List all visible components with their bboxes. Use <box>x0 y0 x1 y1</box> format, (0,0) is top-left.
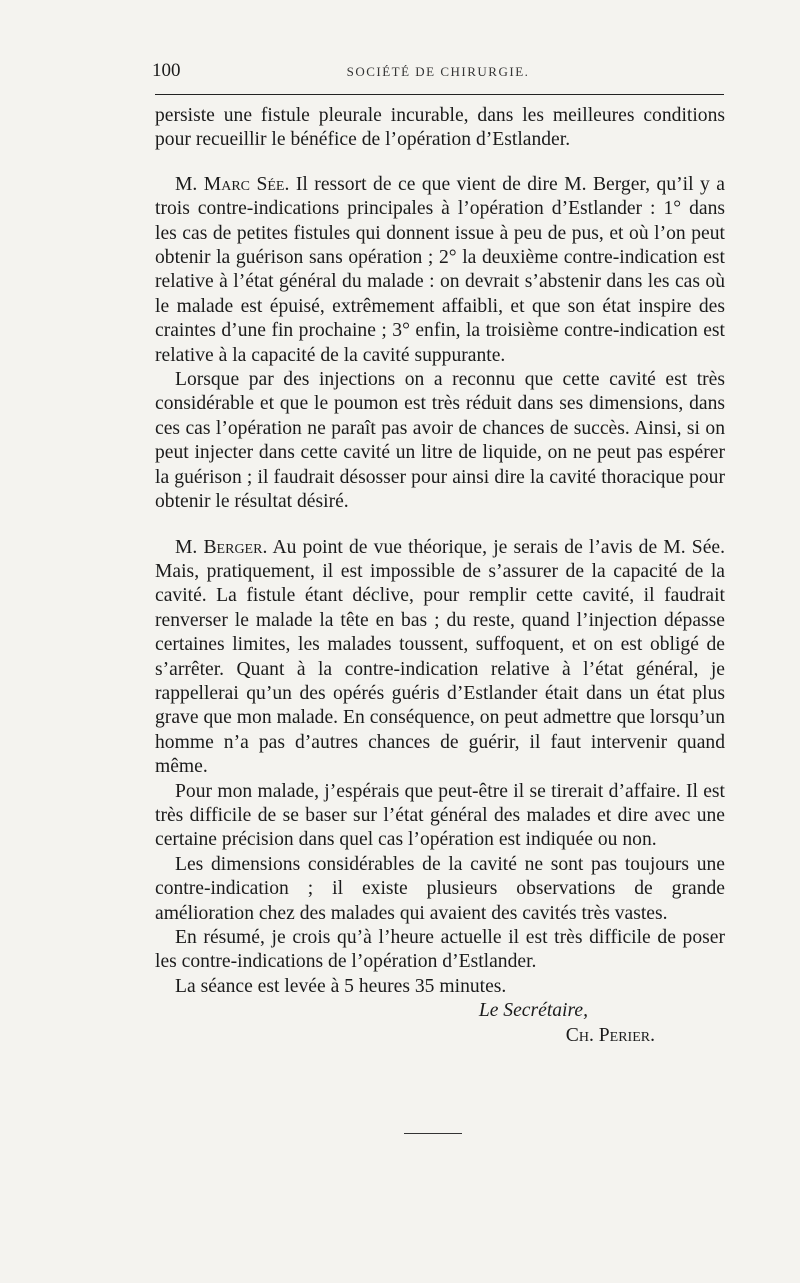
paragraph: Les dimensions considérables de la cavité ne sont pas toujours une contre-indication ; il existe plusieurs observations de grande amélioration chez des malades qui avaient des cavités très vastes. <box>155 853 725 924</box>
adjournment-line: La séance est levée à 5 heures 35 minutes. <box>175 975 507 997</box>
paragraph: Lorsque par des injections on a reconnu que cette cavité est très considérable et que le poumon est très réduit dans ses dimensions, dans ces cas l’opération ne paraît pas avoir de chances de succès. Ainsi, si on peut injecter dans cette cavité un litre de liquide, on ne peut pas espérer la guérison ; il faudrait désosser pour ainsi dire la cavité thoracique pour obtenir le résultat désiré. <box>155 369 725 513</box>
spacer <box>155 515 725 536</box>
speaker-text: Il ressort de ce que vient de dire M. Berger, qu’il y a trois contre-indications principales à l’opération d’Estlander : 1° dans les cas de petites fistules qui donnent issue à peu de pus, et où l’on peut obtenir la guérison sans opération ; 2° la deuxième contre-indication est relative à l’état général du malade : on devrait s’abstenir dans les cas où le malade est épuisé, extrêmement affaibli, et que son état inspire des craintes d’une fin prochaine ; 3° enfin, la troisième contre-indication est relative à la capacité de la cavité suppurante. <box>155 173 725 366</box>
secretary-label: Le Secrétaire, <box>478 1000 588 1022</box>
end-rule <box>404 1133 462 1134</box>
paragraph: En résumé, je crois qu’à l’heure actuelle il est très difficile de poser les contre-indications de l’opération d’Estlander. <box>155 927 725 973</box>
paragraph: Pour mon malade, j’espérais que peut-être il se tirerait d’affaire. Il est très difficile de se baser sur l’état général des malades et dire avec une certaine précision dans quel cas l’opération est indiquée ou non. <box>155 780 725 851</box>
page-header <box>152 60 724 84</box>
speaker-name: M. Marc Sée. <box>175 173 290 195</box>
spacer <box>155 153 725 173</box>
body-text <box>155 104 725 1048</box>
paragraph-continuation: persiste une fistule pleurale incurable, dans les meilleures conditions pour recueillir le bénéfice de l’opération d’Estlander. <box>155 105 725 151</box>
running-title: SOCIÉTÉ DE CHIRURGIE. <box>346 64 530 79</box>
paragraph-see <box>155 173 725 368</box>
signature: Ch. Perier. <box>565 1024 655 1046</box>
header-rule <box>155 94 724 95</box>
speaker-name: M. Berger. <box>175 536 268 558</box>
page-number: 100 <box>152 60 181 81</box>
paragraph-berger <box>155 536 725 780</box>
speaker-text: Au point de vue théorique, je serais de l’avis de M. Sée. Mais, pratiquement, il est impossible de s’assurer de la capacité de la cavité. La fistule étant déclive, pour remplir cette cavité, il faudrait renverser le malade la tête en bas ; du reste, quand l’injection dépasse certaines limites, les malades toussent, suffoquent, et on est obligé de s’arrêter. Quant à la contre-indication relative à l’état général, je rappellerai qu’un des opérés guéris d’Estlander était dans un état plus grave que mon malade. En conséquence, on peut admettre que lorsqu’un homme n’a pas d’autres chances de guérir, il faut intervenir quand même. <box>155 536 725 778</box>
